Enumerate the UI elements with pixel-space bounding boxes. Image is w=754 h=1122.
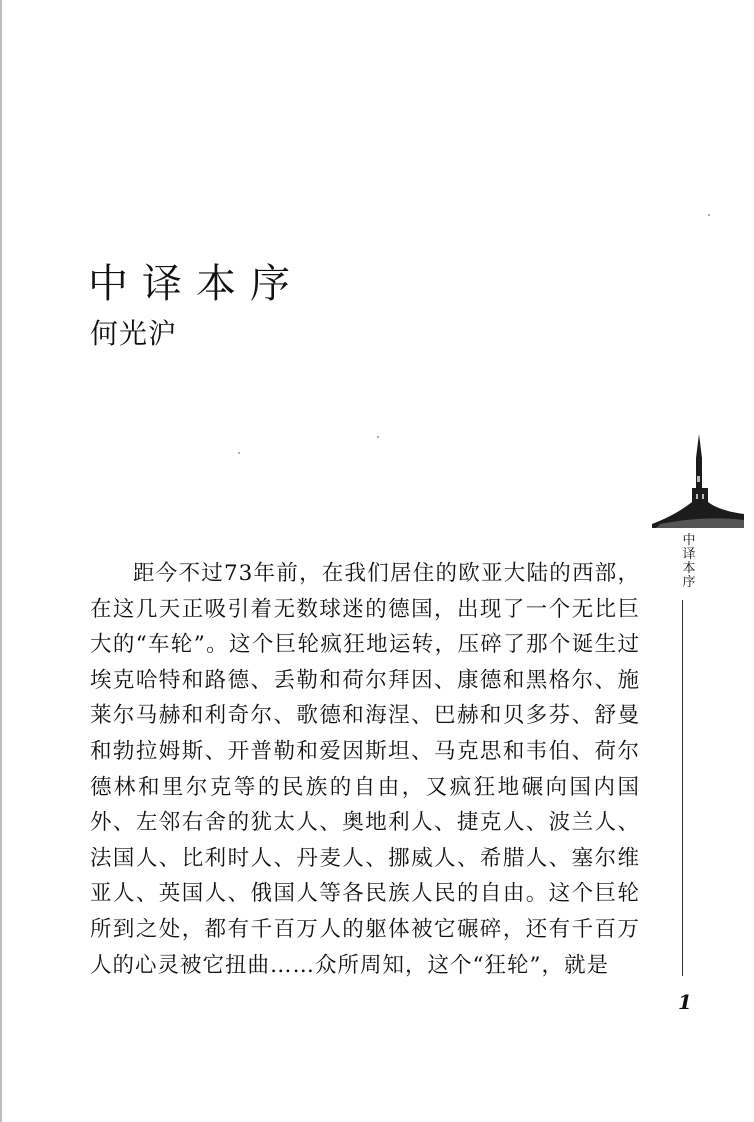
page-left-edge — [0, 0, 2, 1122]
body-paragraph: 距今不过73年前，在我们居住的欧亚大陆的西部，在这几天正吸引着无数球迷的德国，出现了一个无比巨大的“车轮”。这个巨轮疯狂地运转，压碎了那个诞生过埃克哈特和路德、丢勒和荷尔拜因、康德和黑格尔、施莱尔马赫和利奇尔、歌德和海涅、巴赫和贝多芬、舒曼和勃拉姆斯、开普勒和爱因斯坦、马克思和韦伯、荷尔德林和里尔克等的民族的自由，又疯狂地碾向国内国外、左邻右舍的犹太人、奥地利人、捷克人、波兰人、法国人、比利时人、丹麦人、挪威人、希腊人、塞尔维亚人、英国人、俄国人等各民族人民的自由。这个巨轮所到之处，都有千百万人的躯体被它碾碎，还有千百万人的心灵被它扭曲……众所周知，这个“狂轮”，就是 — [90, 561, 640, 978]
body-text — [90, 556, 640, 983]
scan-speck — [238, 452, 240, 454]
chapter-title: 中译本序 — [88, 261, 304, 307]
page-number: 1 — [678, 990, 692, 1014]
scan-speck — [377, 436, 379, 438]
chapter-author: 何光沪 — [90, 317, 178, 350]
church-spire-silhouette-icon — [652, 432, 744, 528]
running-head: 中译本序 — [682, 533, 696, 590]
margin-rule — [682, 600, 683, 976]
scan-speck — [708, 214, 710, 216]
